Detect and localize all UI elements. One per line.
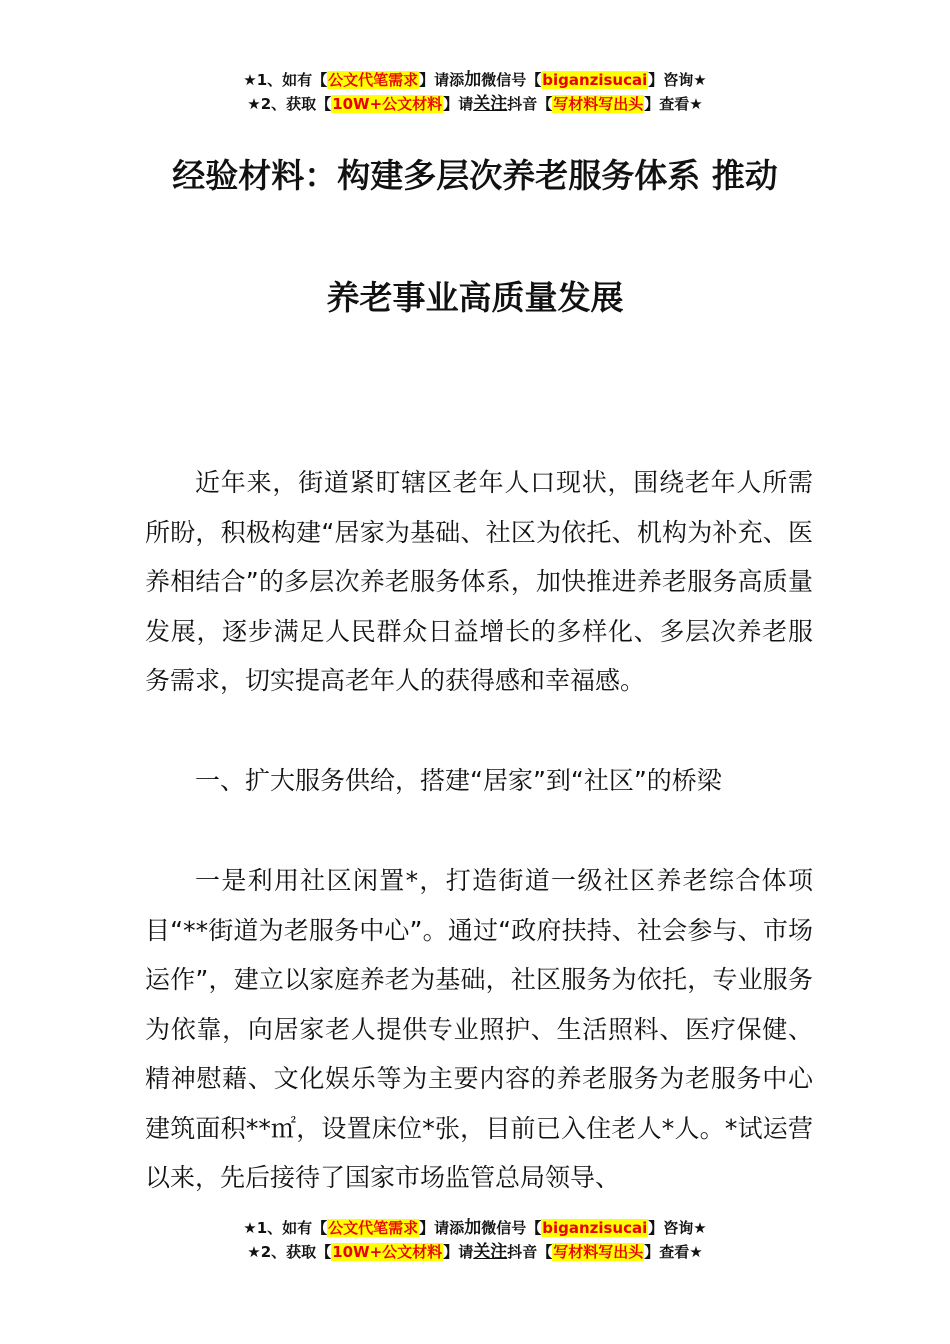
- promo-text: 】请: [443, 1243, 474, 1261]
- promo-text: 】请添: [419, 1219, 465, 1237]
- promo-highlight: biganzisucai: [542, 1219, 648, 1237]
- section-heading-1: 一、扩大服务供给，搭建“居家”到“社区”的桥梁: [195, 766, 722, 795]
- promo-text: 】咨询★: [648, 1219, 707, 1237]
- promo-text: 】请添: [419, 71, 465, 89]
- promo-text: 微信号【: [481, 1219, 542, 1237]
- promo-line-1: [0, 1216, 950, 1240]
- promo-text: ★2、获取【: [247, 95, 332, 113]
- promo-text: ★1、如有【: [243, 71, 328, 89]
- promo-text: 微信号【: [481, 71, 542, 89]
- promo-highlight: 10W+公文材料: [332, 1243, 443, 1261]
- promo-emphasis: 加: [464, 70, 482, 90]
- promo-text: 】查看★: [644, 1243, 703, 1261]
- promo-text: 抖音【: [507, 1243, 553, 1261]
- promo-highlight: 写材料写出头: [553, 1243, 644, 1261]
- promo-emphasis: 关注: [473, 1242, 508, 1262]
- promo-highlight: 公文代笔需求: [328, 1219, 419, 1237]
- promo-highlight: 公文代笔需求: [328, 71, 419, 89]
- document-title-line-2: 养老事业高质量发展: [326, 278, 624, 317]
- document-title-line-1: 经验材料：构建多层次养老服务体系 推动: [172, 156, 778, 195]
- promo-text: ★2、获取【: [247, 1243, 332, 1261]
- promo-text: 】咨询★: [648, 71, 707, 89]
- promo-emphasis: 加: [464, 1218, 482, 1238]
- promo-text: ★1、如有【: [243, 1219, 328, 1237]
- promo-text: 抖音【: [507, 95, 553, 113]
- body-paragraph-intro: 近年来，街道紧盯辖区老年人口现状，围绕老年人所需所盼，积极构建“居家为基础、社区为依托、机构为补充、医养相结合”的多层次养老服务体系，加快推进养老服务高质量发展，逐步满足人民群众日益增长的多样化、多层次养老服务需求，切实提高老年人的获得感和幸福感。: [145, 468, 813, 695]
- body-paragraph-2: 一是利用社区闲置*，打造街道一级社区养老综合体项目“**街道为老服务中心”。通过“政府扶持、社会参与、市场运作”，建立以家庭养老为基础，社区服务为依托，专业服务为依靠，向居家老人提供专业照护、生活照料、医疗保健、精神慰藉、文化娱乐等为主要内容的养老服务为老服务中心建筑面积**㎡，设置床位*张，目前已入住老人*人。*试运营以来，先后接待了国家市场监管总局领导、: [145, 866, 813, 1192]
- promo-line-2: [0, 1240, 950, 1264]
- promo-highlight: biganzisucai: [542, 71, 648, 89]
- promo-line-1: [0, 68, 950, 92]
- promo-highlight: 10W+公文材料: [332, 95, 443, 113]
- promo-emphasis: 关注: [473, 94, 508, 114]
- promo-text: 】查看★: [644, 95, 703, 113]
- promo-banner-top: [0, 68, 950, 116]
- promo-line-2: [0, 92, 950, 116]
- promo-banner-bottom: [0, 1216, 950, 1264]
- promo-text: 】请: [443, 95, 474, 113]
- promo-highlight: 写材料写出头: [553, 95, 644, 113]
